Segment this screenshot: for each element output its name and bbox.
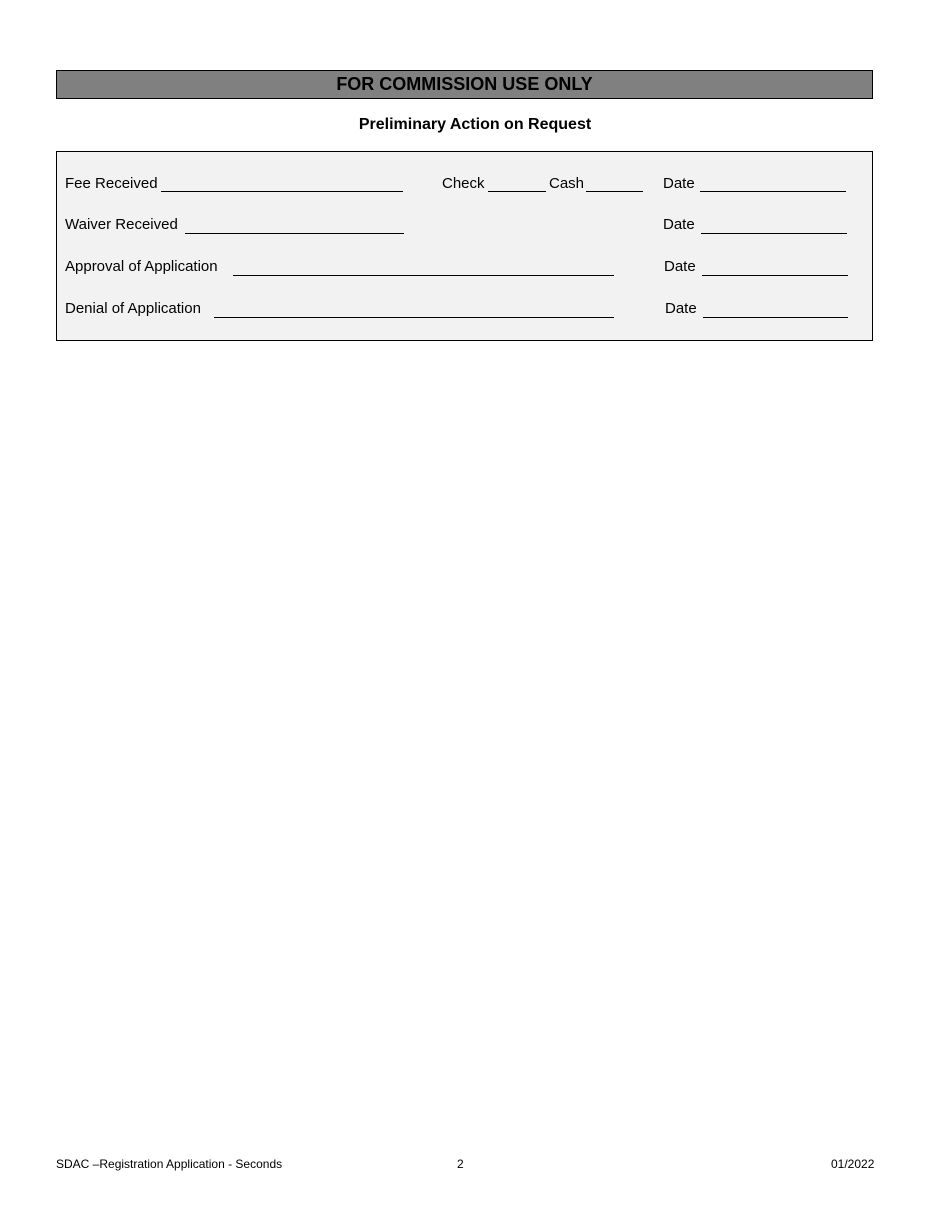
fee-date-label: Date xyxy=(663,175,695,192)
cash-field[interactable] xyxy=(586,191,643,192)
cash-label: Cash xyxy=(549,175,585,192)
footer-page-number: 2 xyxy=(457,1157,464,1171)
footer-revision-date: 01/2022 xyxy=(831,1157,875,1171)
denial-label: Denial of Application xyxy=(65,300,201,317)
check-field[interactable] xyxy=(488,191,546,192)
check-label: Check xyxy=(442,175,485,192)
waiver-date-label: Date xyxy=(663,216,695,233)
waiver-received-field[interactable] xyxy=(185,233,404,234)
approval-date-field[interactable] xyxy=(702,275,848,276)
fee-date-field[interactable] xyxy=(700,191,846,192)
footer-document-title: SDAC –Registration Application - Seconds xyxy=(56,1157,283,1171)
denial-date-label: Date xyxy=(665,300,697,317)
commission-form-box xyxy=(56,151,873,341)
fee-received-field[interactable] xyxy=(161,191,403,192)
denial-field[interactable] xyxy=(214,317,614,318)
waiver-received-label: Waiver Received xyxy=(65,216,178,233)
commission-use-banner: FOR COMMISSION USE ONLY xyxy=(56,70,873,99)
approval-field[interactable] xyxy=(233,275,614,276)
section-subtitle: Preliminary Action on Request xyxy=(358,116,592,133)
fee-received-label: Fee Received xyxy=(65,175,158,192)
approval-label: Approval of Application xyxy=(65,258,218,275)
denial-date-field[interactable] xyxy=(703,317,848,318)
approval-date-label: Date xyxy=(664,258,696,275)
waiver-date-field[interactable] xyxy=(701,233,847,234)
